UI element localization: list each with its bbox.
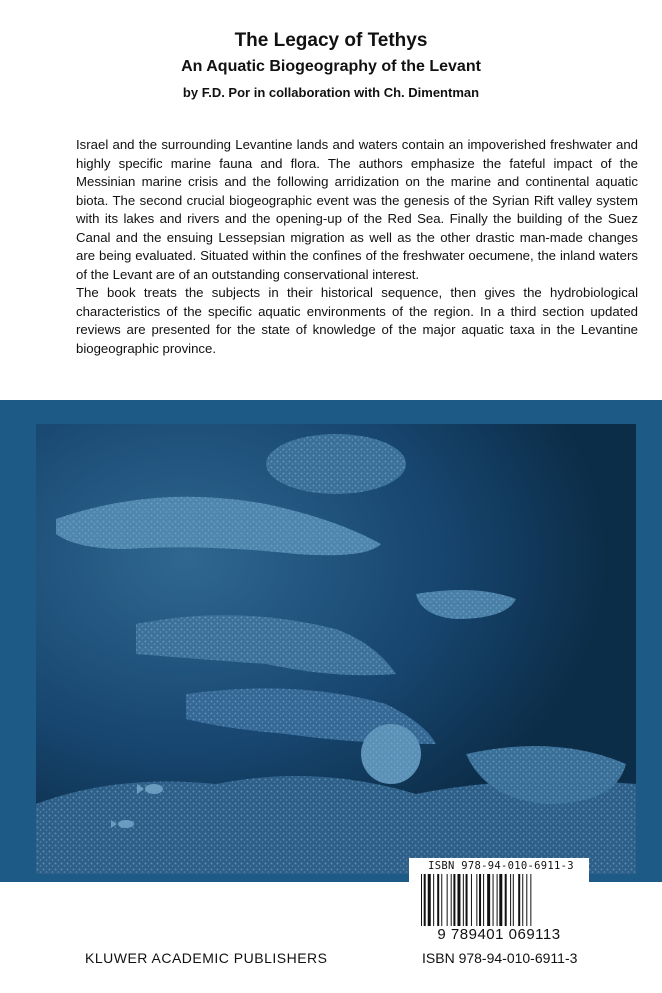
barcode-digits: 9 789401 069113 <box>437 926 561 943</box>
barcode-bar <box>513 874 514 926</box>
blurb-paragraph-2: The book treats the subjects in their historical sequence, then gives the hydrobiological characteristics of the specific aquatic environments of the region. In a third section updated reviews are presented for the state of knowledge of the major aquatic taxa in the Levantine biogeographic province. <box>76 285 638 356</box>
barcode-bar <box>424 874 426 926</box>
publisher-name: KLUWER ACADEMIC PUBLISHERS <box>85 950 328 966</box>
barcode-bar <box>433 874 434 926</box>
barcode-bar <box>441 874 442 926</box>
coral-reef-photo <box>36 424 636 874</box>
barcode-bar <box>428 874 431 926</box>
barcode-bar <box>510 874 511 926</box>
barcode-bar <box>497 874 498 926</box>
barcode-bar <box>499 874 502 926</box>
blurb-paragraph-1: Israel and the surrounding Levantine lands and waters contain an impoverished freshwater and highly specific marine fauna and flora. The authors emphasize the fateful impact of the Messinian marine crisis and the following arridization on the marine and continental aquatic biota. The second crucial biogeographic event was the genesis of the Syrian Rift valley system with its lakes and rivers and the opening-up of the Red Sea. Finally the building of the Suez Canal and the ensuing Lessepsian migration as well as the other drastic man-made changes are being evaluated. Situated within the confines of the freshwater oecumene, the inland waters of the Levant are of an outstanding conservational interest. <box>76 137 638 282</box>
barcode-bar <box>453 874 455 926</box>
barcode-isbn-text: ISBN 978-94-010-6911-3 <box>428 860 574 872</box>
barcode-bar <box>487 874 490 926</box>
barcode-bar <box>421 874 422 926</box>
barcode-bar <box>457 874 460 926</box>
barcode-bar <box>463 874 464 926</box>
coral-reef-illustration <box>36 424 636 874</box>
barcode-bar <box>518 874 520 926</box>
barcode-bar <box>437 874 439 926</box>
book-authors: by F.D. Por in collaboration with Ch. Dimentman <box>182 85 480 100</box>
barcode-bar <box>451 874 452 926</box>
barcode-bar <box>447 874 448 926</box>
book-title: The Legacy of Tethys <box>234 30 428 51</box>
barcode-bar <box>466 874 468 926</box>
book-subtitle: An Aquatic Biogeography of the Levant <box>181 58 481 75</box>
barcode-bar <box>530 874 531 926</box>
barcode-bar <box>479 874 481 926</box>
barcode-bar <box>505 874 507 926</box>
barcode-bar <box>522 874 523 926</box>
barcode-bar <box>483 874 484 926</box>
barcode-bar <box>526 874 527 926</box>
barcode-bars <box>419 874 579 926</box>
isbn-number: ISBN 978-94-010-6911-3 <box>422 950 578 966</box>
back-cover-blurb <box>76 136 638 358</box>
barcode-bar <box>493 874 494 926</box>
barcode-bar <box>476 874 477 926</box>
barcode-bar <box>471 874 472 926</box>
